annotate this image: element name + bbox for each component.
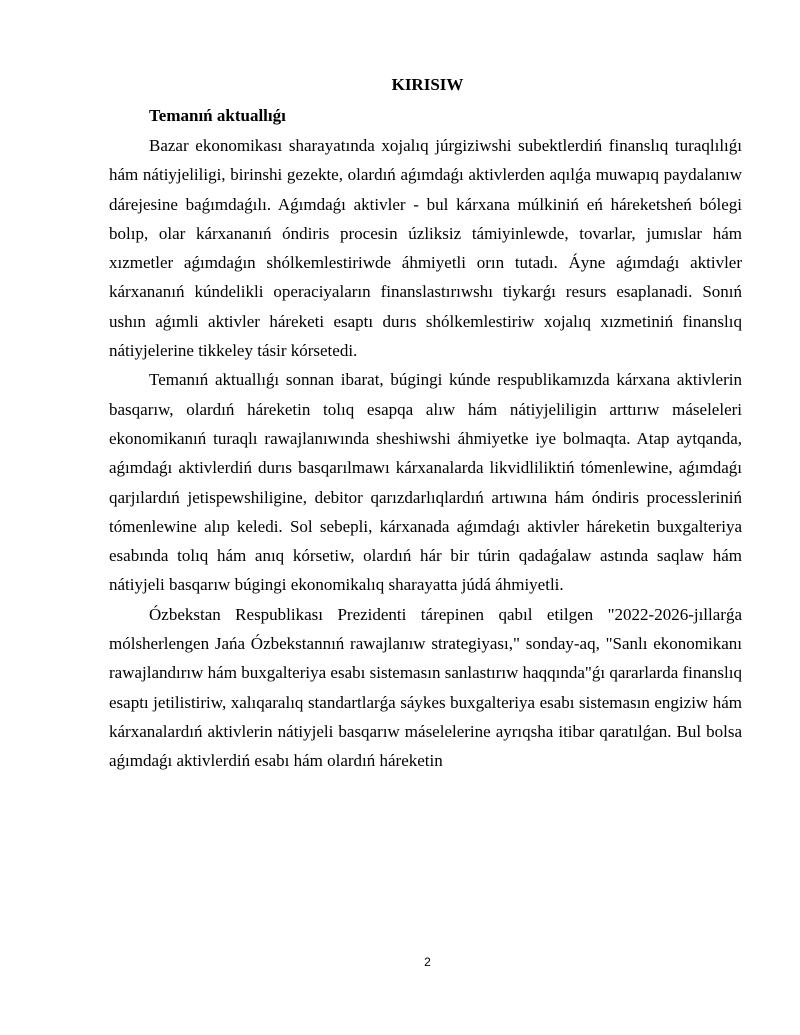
page-heading: KIRISIW	[391, 75, 464, 94]
paragraph-3: Ózbekstan Respublikası Prezidenti tárepinen qabıl etilgen "2022-2026-jıllarǵa mólsherlengen Jańa Ózbekstannıń rawajlanıw strategiyası," sonday-aq, "Sanlı ekonomikanı rawajlandırıw hám buxgalteriya esabı sistemasın sanlastırıw haqqında"ǵı qararlarda finanslıq esaptı jetilistiriw, xalıqaralıq standartlarǵa sáykes buxgalteriya esabı sistemasın engiziw hám kárxanalardıń aktivlerin nátiyjeli basqarıw máselelerine ayrıqsha itibar qaratılǵan. Bul bolsa aǵımdaǵı aktivlerdiń esabı hám olardıń háreketin	[109, 604, 742, 771]
paragraph-1: Bazar ekonomikası sharayatında xojalıq júrgiziwshi subektlerdiń finanslıq turaqlılıǵı hám nátiyjeliligi, birinshi gezekte, olardıń aǵımdaǵı aktivlerden aqılǵa muwapıq paydalanıw dárejesine baǵımdaǵılı. Aǵımdaǵı aktivler - bul kárxana múlkiniń eń háreketsheń bólegi bolıp, olar kárxananıń óndiris procesin úzliksiz támiyinlewde, tovarlar, jumıslar hám xızmetler aǵımdaǵın shólkemlestiriwde áhmiyetli orın tutadı. Áyne aǵımdaǵı aktivler kárxananıń kúndelikli operaciyaların finanslastırıwshı tiykarǵı resurs esaplanadi. Sonıń ushın aǵımli aktivler háreketi esaptı durıs shólkemlestiriw xojalıq xızmetiniń finanslıq nátiyjelerine tikkeley tásir kórsetedi.	[109, 136, 742, 361]
document-body	[109, 103, 742, 776]
page-number: 2	[424, 955, 431, 969]
paragraph-2: Temanıń aktuallıǵı sonnan ibarat, búgingi kúnde respublikamızda kárxana aktivlerin basqarıw, olardıń háreketin tolıq esapqa alıw hám nátiyjeliligin arttırıw máseleleri ekonomikanıń turaqlı rawajlanıwında sheshiwshi áhmiyetke iye bolmaqta. Atap aytqanda, aǵımdaǵı aktivlerdiń durıs basqarılmawı kárxanalarda likvidliliktiń tómenlewine, aǵımdaǵı qarjılardıń jetispewshiligine, debitor qarızdarlıqlardıń artıwına hám óndiris processleriniń tómenlewine alıp keledi. Sol sebepli, kárxanada aǵımdaǵı aktivler háreketin buxgalteriya esabında tolıq hám anıq kórsetiw, olardıń hár bir túrin qadaǵalaw astında saqlaw hám nátiyjeli basqarıw búgingi ekonomikalıq sharayatta júdá áhmiyetli.	[109, 370, 742, 595]
section-subheading: Temanıń aktuallıǵı	[149, 106, 286, 125]
